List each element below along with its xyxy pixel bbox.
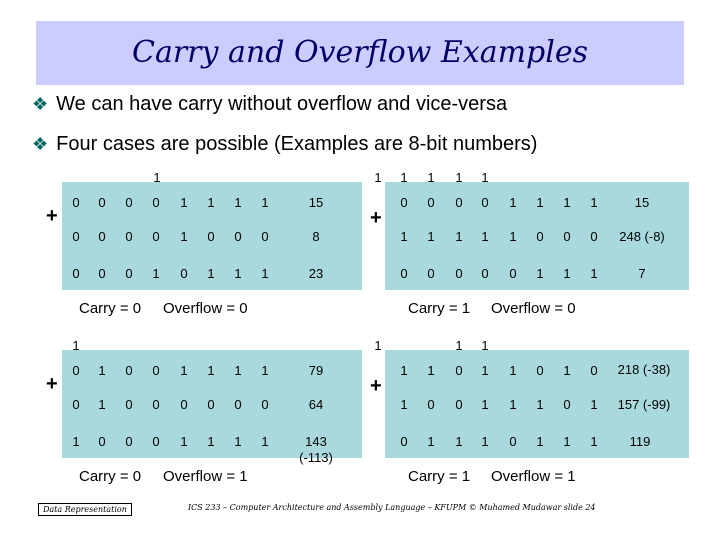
bit: 0 <box>72 195 80 210</box>
bit: 0 <box>125 434 133 449</box>
bit: 1 <box>481 397 489 412</box>
overflow-label: Overflow = 0 <box>491 300 576 317</box>
bit: 0 <box>125 266 133 281</box>
bit: 0 <box>98 266 106 281</box>
plus-sign: + <box>46 205 58 227</box>
decimal-value: 64 <box>308 397 324 412</box>
carry-bit: 1 <box>72 338 80 353</box>
bit: 0 <box>207 229 215 244</box>
bit: 0 <box>72 363 80 378</box>
diamond-bullet-icon: ❖ <box>32 134 49 154</box>
decimal-value: 143 (-113) <box>299 434 333 465</box>
bit: 1 <box>563 434 571 449</box>
decimal-value: 8 <box>312 229 320 244</box>
bit: 0 <box>180 397 188 412</box>
bit: 1 <box>261 195 269 210</box>
bit: 1 <box>590 434 598 449</box>
bit: 0 <box>125 363 133 378</box>
bit: 1 <box>207 195 215 210</box>
bit: 1 <box>536 397 544 412</box>
bit: 0 <box>427 266 435 281</box>
bit: 1 <box>509 397 517 412</box>
bit: 1 <box>261 434 269 449</box>
overflow-label: Overflow = 1 <box>491 468 576 485</box>
bit: 0 <box>509 434 517 449</box>
bit: 1 <box>180 363 188 378</box>
bit: 0 <box>72 397 80 412</box>
bit: 0 <box>125 229 133 244</box>
bit: 1 <box>234 195 242 210</box>
bit: 1 <box>207 363 215 378</box>
bit: 1 <box>536 266 544 281</box>
bit: 1 <box>98 363 106 378</box>
bit: 0 <box>481 266 489 281</box>
carry-bit: 1 <box>481 170 489 185</box>
decimal-value: 7 <box>638 266 646 281</box>
bit: 0 <box>590 363 598 378</box>
carry-bit: 1 <box>481 338 489 353</box>
bit: 1 <box>455 434 463 449</box>
carry-label: Carry = 1 <box>408 300 471 317</box>
bit: 0 <box>536 229 544 244</box>
carry-bit: 1 <box>153 170 161 185</box>
footer-section-label: Data Representation <box>38 503 132 516</box>
bit: 0 <box>481 195 489 210</box>
bullet-1-text: We can have carry without overflow and vice-versa <box>56 93 508 115</box>
bit: 0 <box>125 195 133 210</box>
bit: 1 <box>207 434 215 449</box>
bit: 0 <box>455 363 463 378</box>
decimal-value: 23 <box>308 266 324 281</box>
carry-bit: 1 <box>455 170 463 185</box>
title-bar <box>36 21 684 85</box>
bit: 0 <box>427 397 435 412</box>
diamond-bullet-icon: ❖ <box>32 94 49 114</box>
bit: 0 <box>72 229 80 244</box>
bit: 0 <box>72 266 80 281</box>
bit: 1 <box>427 434 435 449</box>
carry-bit: 1 <box>374 170 382 185</box>
bit: 0 <box>427 195 435 210</box>
bit: 0 <box>261 229 269 244</box>
bit: 0 <box>152 434 160 449</box>
bit: 1 <box>400 363 408 378</box>
carry-bit: 1 <box>400 170 408 185</box>
bit: 0 <box>590 229 598 244</box>
bit: 0 <box>261 397 269 412</box>
bit: 0 <box>234 229 242 244</box>
bit: 0 <box>152 195 160 210</box>
bit: 1 <box>509 363 517 378</box>
bit: 0 <box>563 397 571 412</box>
bit: 1 <box>152 266 160 281</box>
bit: 1 <box>400 229 408 244</box>
bit: 1 <box>98 397 106 412</box>
bit: 1 <box>234 434 242 449</box>
bullet-1 <box>32 93 507 116</box>
bit: 1 <box>563 195 571 210</box>
bit: 0 <box>98 229 106 244</box>
carry-label: Carry = 0 <box>79 468 142 485</box>
bit: 1 <box>427 229 435 244</box>
bit: 0 <box>152 363 160 378</box>
bit: 0 <box>400 195 408 210</box>
bit: 1 <box>207 266 215 281</box>
plus-sign: + <box>46 373 58 395</box>
bit: 1 <box>590 195 598 210</box>
bit: 1 <box>563 266 571 281</box>
bullet-2 <box>32 133 537 156</box>
bit: 0 <box>455 195 463 210</box>
bit: 1 <box>563 363 571 378</box>
bit: 1 <box>234 363 242 378</box>
carry-bit: 1 <box>374 338 382 353</box>
bit: 1 <box>536 434 544 449</box>
bit: 1 <box>590 397 598 412</box>
decimal-value: 218 (-38) <box>617 362 671 377</box>
bit: 0 <box>234 397 242 412</box>
bit: 1 <box>180 195 188 210</box>
footer-course-info: ICS 233 – Computer Architecture and Assembly Language – KFUPM © Muhamed Mudawar slide 24 <box>188 503 596 512</box>
carry-bit: 1 <box>455 338 463 353</box>
bit: 1 <box>180 229 188 244</box>
plus-sign: + <box>370 207 382 229</box>
bit: 1 <box>481 229 489 244</box>
bit: 1 <box>261 266 269 281</box>
bit: 0 <box>125 397 133 412</box>
bit: 0 <box>455 397 463 412</box>
bit: 0 <box>455 266 463 281</box>
bit: 1 <box>427 363 435 378</box>
bit: 1 <box>180 434 188 449</box>
decimal-value: 15 <box>308 195 324 210</box>
decimal-value: 157 (-99) <box>617 397 671 412</box>
decimal-value: 15 <box>634 195 650 210</box>
bit: 1 <box>400 397 408 412</box>
bit: 0 <box>400 434 408 449</box>
bit: 0 <box>207 397 215 412</box>
bit: 1 <box>234 266 242 281</box>
decimal-value: 248 (-8) <box>619 229 665 244</box>
bit: 0 <box>152 397 160 412</box>
bit: 0 <box>152 229 160 244</box>
overflow-label: Overflow = 1 <box>163 468 248 485</box>
bit: 1 <box>590 266 598 281</box>
bit: 1 <box>261 363 269 378</box>
bullet-2-text: Four cases are possible (Examples are 8-bit numbers) <box>56 133 538 155</box>
bit: 0 <box>98 195 106 210</box>
bit: 1 <box>509 229 517 244</box>
bit: 0 <box>509 266 517 281</box>
slide-title: Carry and Overflow Examples <box>132 35 588 70</box>
bit: 0 <box>180 266 188 281</box>
bit: 0 <box>98 434 106 449</box>
bit: 0 <box>536 363 544 378</box>
bit: 1 <box>455 229 463 244</box>
bit: 0 <box>563 229 571 244</box>
bit: 1 <box>481 363 489 378</box>
decimal-value: 119 <box>629 434 651 449</box>
bit: 1 <box>481 434 489 449</box>
bit: 1 <box>72 434 80 449</box>
carry-bit: 1 <box>427 170 435 185</box>
bit: 1 <box>509 195 517 210</box>
plus-sign: + <box>370 375 382 397</box>
overflow-label: Overflow = 0 <box>163 300 248 317</box>
carry-label: Carry = 1 <box>408 468 471 485</box>
carry-label: Carry = 0 <box>79 300 142 317</box>
bit: 1 <box>536 195 544 210</box>
decimal-value: 79 <box>308 363 324 378</box>
bit: 0 <box>400 266 408 281</box>
